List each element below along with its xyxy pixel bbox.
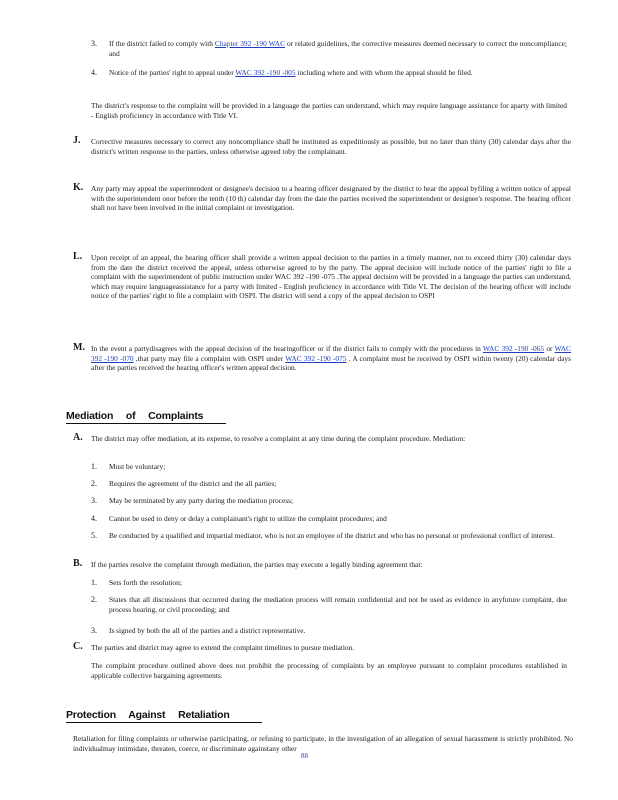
list-item-text: including where and with whom the appeal should be filed. [295,68,473,77]
complaint-paragraph: The complaint procedure outlined above does not prohibit the processing of complaints by an employee pursuant to complaint procedures established in applicable collective bargaining agreements. [91,661,567,680]
section-letter: A. [73,432,83,443]
list-number: 1. [91,462,97,471]
wac-link[interactable]: WAC 392 -190 -065 [482,344,545,353]
wac-link[interactable]: WAC 392 -190 -075 [285,353,347,363]
page-number: 88 [301,752,308,760]
list-item: Requires the agreement of the district and the all parties; [109,479,277,488]
list-number: 3. [91,496,97,505]
list-number: 5. [91,531,97,540]
list-item [109,39,567,58]
section-text: If the parties resolve the complaint through mediation, the parties may execute a legally binding agreement that: [91,560,423,569]
section-text-part: ,that party may file a complaint with OSPI under [133,353,286,363]
list-item: Cannot be used to deny or delay a complainant's right to utilize the complaint procedures; and [109,514,387,523]
list-number: 4. [91,68,97,77]
retaliation-heading: Protection Against Retaliation [66,709,262,723]
mediation-heading: Mediation of Complaints [66,410,226,424]
wac-link[interactable]: Chapter 392 -190 WAC [214,39,286,48]
list-item-text: Notice of the parties' right to appeal under [109,68,236,77]
list-number: 2. [91,595,97,604]
list-item [109,68,567,78]
list-item: Is signed by both the all of the parties and a district representative. [109,626,306,635]
section-text-part: . A complaint must be received by OSPI within twenty (20) calendar days after the parties received the hearing officer's written appeal decision. [91,353,571,373]
wac-link[interactable]: WAC 392 -190 -070 [91,344,571,363]
section-text-part: In the event a partydisagrees with the appeal decision of the hearingofficer or if the district fails to comply with the procedures in [91,344,483,353]
list-item: Be conducted by a qualified and impartial mediator, who is not an employee of the district and who has no personal or professional conflict of interest. [109,531,555,540]
list-number: 4. [91,514,97,523]
list-number: 2. [91,479,97,488]
section-text: Corrective measures necessary to correct any noncompliance shall be instituted as expeditiously as possible, but no later than thirty (30) calendar days after the district's written response to the parties, unless otherwise agreed toby the complainant. [91,137,571,156]
list-item: Sets forth the resolution; [109,578,182,587]
list-item: May be terminated by any party during the mediation process; [109,496,294,505]
section-letter: K. [73,182,84,193]
section-text-part: or [544,344,555,353]
section-letter: L. [73,251,83,262]
section-text: Any party may appeal the superintendent or designee's decision to a hearing officer designated by the district to hear the appeal byfiling a written notice of appeal with the superintendent onor before the tenth (10 th) calendar day from the date the parties received the superintendent or designee's response. The hearing officer shall not have been involved in the initial complaint or investigation. [91,184,571,213]
wac-link[interactable]: WAC 392 -190 -005 [235,68,296,77]
section-text: Upon receipt of an appeal, the hearing officer shall provide a written appeal decision to the parties in a timely manner, not to exceed thirty (30) calendar days from the date the district received the appeal, unless otherwise agreed to by the party. The appeal decision will include notice of the parties' right to file a complaint with the superintendent of public instruction under WAC 392 -190 -075 .The appeal decision will be provided in a language the parties can understand, which may require languageassistance for a party with limited - English proficiency in accordance with Title VI. The decision of the hearing officer will include notice of the parties' right to file a complaint with OSPI. The district will send a copy of the appeal decision to OSPI [91,253,571,301]
list-number: 1. [91,578,97,587]
section-text [91,344,571,373]
list-number: 3. [91,626,97,635]
list-number: 3. [91,39,97,48]
section-letter: M. [73,342,85,353]
list-item: Must be voluntary; [109,462,166,471]
list-item: States that all discussions that occurred during the mediation process will remain confidential and not be used as evidence in anyfuture complaint, due process hearing, or civil proceeding; and [109,595,567,614]
section-text: The parties and district may agree to extend the complaint timelines to pursue mediation. [91,643,355,652]
section-letter: B. [73,558,83,569]
list-item-text: or related guidelines, the corrective measures deemed necessary to correct the noncompliance; and [109,39,567,58]
retaliation-paragraph: Retaliation for filing complaints or otherwise participating, or refusing to participate, in the investigation of an allegation of sexual harassment is strictly prohibited. No individualmay intimidate, threaten, coerce, or discriminate againstany other [73,734,573,753]
section-text: The district may offer mediation, at its expense, to resolve a complaint at any time during the complaint procedure. Mediation: [91,434,466,443]
section-letter: C. [73,641,83,652]
section-letter: J. [73,135,81,146]
list-item-text: If the district failed to comply with [109,39,215,48]
response-paragraph: The district's response to the complaint will be provided in a language the parties can understand, which may require language assistance for aparty with limited - English proficiency in accordance with Title VI. [91,101,567,120]
